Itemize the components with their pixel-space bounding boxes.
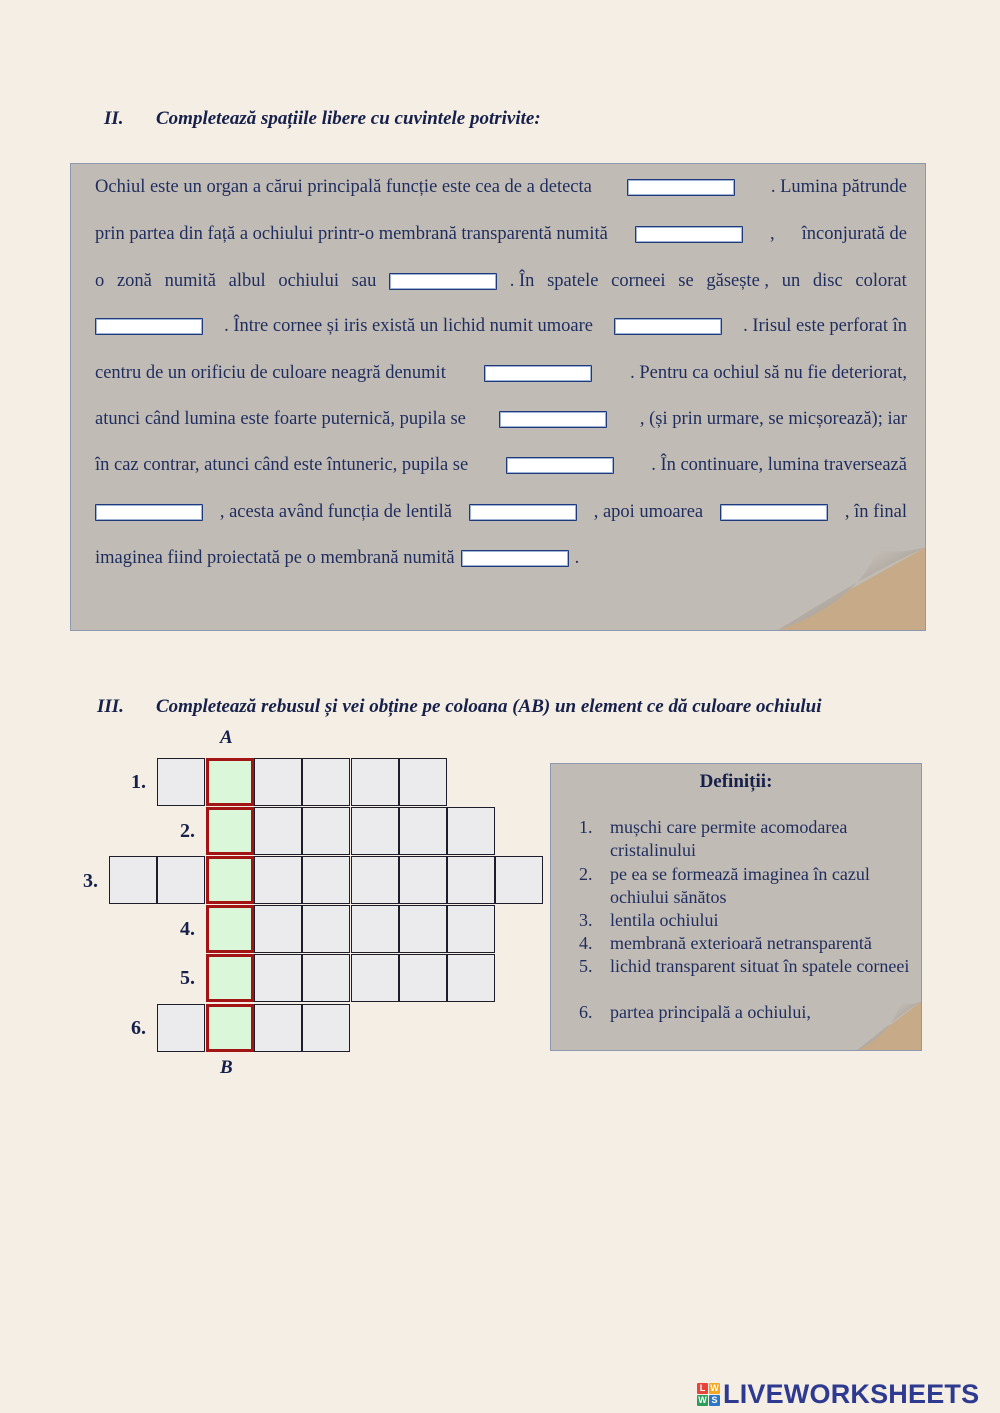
section-3-number: III. xyxy=(97,696,124,717)
text-fragment: albul xyxy=(228,270,266,291)
text-line xyxy=(95,405,907,433)
answer-blank-7[interactable] xyxy=(499,411,607,428)
crossword-cell[interactable] xyxy=(447,954,495,1002)
crossword-row-number: 2. xyxy=(180,820,195,842)
answer-blank-12[interactable] xyxy=(461,550,569,567)
page-curl-icon xyxy=(776,547,926,631)
crossword-cell[interactable] xyxy=(254,758,302,806)
logo-text: LIVEWORKSHEETS xyxy=(723,1378,980,1409)
crossword-key-cell[interactable] xyxy=(206,1004,254,1052)
crossword-cell[interactable] xyxy=(399,758,447,806)
crossword-row-number: 5. xyxy=(180,967,195,989)
crossword-cell[interactable] xyxy=(254,1004,302,1052)
answer-blank-9[interactable] xyxy=(95,504,203,521)
crossword-cell[interactable] xyxy=(302,1004,350,1052)
answer-blank-1[interactable] xyxy=(627,179,735,196)
text-fragment: găsește , xyxy=(706,270,770,291)
answer-blank-11[interactable] xyxy=(720,504,828,521)
crossword-key-cell[interactable] xyxy=(206,758,254,806)
crossword-cell[interactable] xyxy=(447,856,495,904)
crossword-cell[interactable] xyxy=(302,856,350,904)
text-fragment: sau xyxy=(351,270,377,291)
answer-blank-10[interactable] xyxy=(469,504,577,521)
text-fragment: corneei xyxy=(611,270,666,291)
text-fragment: , apoi umoarea xyxy=(593,501,704,522)
definition-text: membrană exterioară netransparentă xyxy=(610,933,872,953)
answer-blank-4[interactable] xyxy=(95,318,203,335)
crossword-cell[interactable] xyxy=(254,954,302,1002)
definition-text: mușchi care permite acomodarea cristalinului xyxy=(610,817,848,860)
crossword-key-cell[interactable] xyxy=(206,954,254,1002)
crossword-cell[interactable] xyxy=(302,905,350,953)
text-line xyxy=(95,220,907,248)
text-fragment: înconjurată de xyxy=(801,223,907,244)
text-line xyxy=(95,267,907,295)
definitions-panel xyxy=(550,763,922,1051)
logo-tile-w2: W xyxy=(698,1394,707,1405)
column-label-a: A xyxy=(220,727,233,748)
text-fragment: . În continuare, lumina traversează xyxy=(651,454,907,475)
answer-blank-2[interactable] xyxy=(635,226,743,243)
text-fragment: un xyxy=(781,270,801,291)
text-fragment: . Irisul este perforat în xyxy=(743,315,907,336)
definition-number: 2. xyxy=(579,864,593,884)
crossword-cell[interactable] xyxy=(399,856,447,904)
crossword-cell[interactable] xyxy=(399,807,447,855)
section-3-title: Completează rebusul și vei obține pe coloana (AB) un element ce dă culoare ochiului xyxy=(156,696,822,717)
logo-tile-w: W xyxy=(710,1382,719,1393)
section-2-number: II. xyxy=(104,108,124,129)
crossword-row-number: 4. xyxy=(180,918,195,940)
answer-blank-8[interactable] xyxy=(506,457,614,474)
crossword-cell[interactable] xyxy=(109,856,157,904)
crossword-cell[interactable] xyxy=(351,856,399,904)
text-line xyxy=(95,498,907,526)
text-fragment: . Pentru ca ochiul să nu fie deteriorat, xyxy=(630,362,907,383)
text-fragment: . Lumina pătrunde xyxy=(770,176,907,197)
liveworksheets-logo xyxy=(697,1378,997,1410)
text-fragment: spatele xyxy=(547,270,599,291)
crossword-cell[interactable] xyxy=(399,954,447,1002)
section-2-heading xyxy=(104,108,904,134)
crossword-cell[interactable] xyxy=(157,758,205,806)
text-fragment: , xyxy=(769,223,775,244)
text-fragment: . xyxy=(574,547,580,568)
logo-tile-s: S xyxy=(709,1395,720,1406)
fill-in-text-panel xyxy=(70,163,926,631)
text-fragment: o xyxy=(95,270,105,291)
text-fragment: atunci când lumina este foarte puternică, pupila se xyxy=(95,408,466,429)
definition-number: 5. xyxy=(579,956,593,976)
crossword-cell[interactable] xyxy=(302,954,350,1002)
text-fragment: Ochiul este un organ a cărui principală funcție este cea de a detecta xyxy=(95,176,592,197)
crossword-row-number: 1. xyxy=(131,771,146,793)
crossword-cell[interactable] xyxy=(495,856,543,904)
crossword-cell[interactable] xyxy=(254,856,302,904)
definition-number: 1. xyxy=(579,817,593,837)
answer-blank-3[interactable] xyxy=(389,273,497,290)
crossword-row-number: 6. xyxy=(131,1017,146,1039)
crossword-key-cell[interactable] xyxy=(206,905,254,953)
definition-text: lichid transparent situat în spatele corneei xyxy=(610,956,910,976)
text-line xyxy=(95,312,907,340)
text-line xyxy=(95,451,907,479)
text-fragment: imaginea fiind proiectată pe o membrană numită xyxy=(95,547,455,568)
definition-number: 6. xyxy=(579,1002,593,1022)
column-label-b: B xyxy=(220,1057,233,1078)
crossword-cell[interactable] xyxy=(254,807,302,855)
definitions-title: Definiții: xyxy=(699,771,773,792)
text-fragment: colorat xyxy=(855,270,907,291)
crossword-cell[interactable] xyxy=(399,905,447,953)
crossword-cell[interactable] xyxy=(302,807,350,855)
text-fragment: se xyxy=(678,270,694,291)
crossword-cell[interactable] xyxy=(447,905,495,953)
liveworksheets-logo-icon xyxy=(697,1383,720,1406)
text-line xyxy=(95,173,907,201)
page-curl-icon xyxy=(856,1001,922,1051)
crossword-cell[interactable] xyxy=(351,807,399,855)
text-fragment: . Între cornee și iris există un lichid numit umoare xyxy=(224,315,593,336)
crossword-cell[interactable] xyxy=(254,905,302,953)
text-fragment: zonă xyxy=(116,270,152,291)
section-3-heading xyxy=(97,696,917,722)
text-fragment: ochiului xyxy=(278,270,339,291)
answer-blank-5[interactable] xyxy=(614,318,722,335)
text-fragment: centru de un orificiu de culoare neagră denumit xyxy=(95,362,446,383)
definition-text: partea principală a ochiului, xyxy=(610,1002,811,1022)
section-2-title: Completează spațiile libere cu cuvintele potrivite: xyxy=(156,108,541,129)
text-fragment: . În xyxy=(509,270,535,291)
definition-text: lentila ochiului xyxy=(610,910,719,930)
answer-blank-6[interactable] xyxy=(484,365,592,382)
crossword-cell[interactable] xyxy=(447,807,495,855)
text-fragment: în caz contrar, atunci când este întuneric, pupila se xyxy=(95,454,469,475)
text-fragment: , (și prin urmare, se micșorează); iar xyxy=(639,408,907,429)
crossword-key-cell[interactable] xyxy=(206,807,254,855)
crossword-cell[interactable] xyxy=(351,758,399,806)
definition-text: pe ea se formează imaginea în cazul ochiului sănătos xyxy=(610,864,870,907)
definition-number: 4. xyxy=(579,933,593,953)
text-fragment: numită xyxy=(164,270,216,291)
text-fragment: , în final xyxy=(844,501,907,522)
crossword-cell[interactable] xyxy=(351,905,399,953)
crossword-row-number: 3. xyxy=(83,870,98,892)
crossword-cell[interactable] xyxy=(302,758,350,806)
crossword-cell[interactable] xyxy=(157,856,205,904)
text-line xyxy=(95,359,907,387)
logo-tile-l: L xyxy=(697,1383,708,1394)
crossword-cell[interactable] xyxy=(351,954,399,1002)
text-fragment: , acesta având funcția de lentilă xyxy=(219,501,453,522)
text-fragment: prin partea din față a ochiului printr-o membrană transparentă numită xyxy=(95,223,608,244)
crossword-cell[interactable] xyxy=(157,1004,205,1052)
definition-number: 3. xyxy=(579,910,593,930)
crossword-key-cell[interactable] xyxy=(206,856,254,904)
text-fragment: disc xyxy=(812,270,843,291)
